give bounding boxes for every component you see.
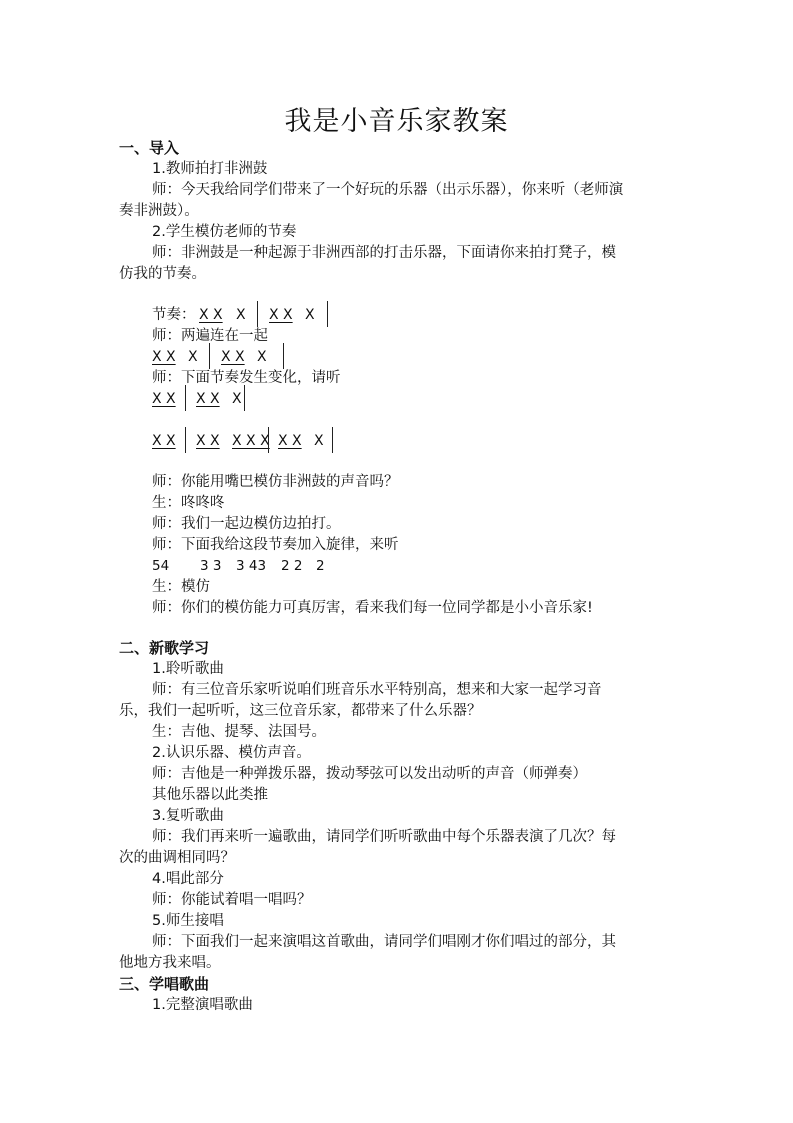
rhythm-note: X X bbox=[221, 349, 245, 365]
intro-text: 师：非洲鼓是一种起源于非洲西部的打击乐器，下面请你来拍打凳子，模 bbox=[152, 245, 616, 261]
intro-text: 生：咚咚咚 bbox=[152, 495, 225, 511]
song-step-5: 5.师生接唱 bbox=[152, 913, 224, 929]
bar-line bbox=[283, 343, 284, 369]
melody-note: 2 2 bbox=[281, 558, 303, 574]
song-text: 次的曲调相同吗？ bbox=[119, 850, 235, 866]
song-step-2: 2.认识乐器、模仿声音。 bbox=[152, 745, 311, 761]
melody-note: 3 3 bbox=[200, 558, 222, 574]
rhythm-note: X bbox=[314, 433, 324, 449]
bar-line bbox=[185, 385, 186, 411]
melody-note: 3 43 bbox=[236, 558, 267, 574]
rhythm-note: X X bbox=[196, 391, 220, 407]
intro-text: 师：今天我给同学们带来了一个好玩的乐器（出示乐器），你来听（老师演 bbox=[152, 182, 624, 198]
bar-line bbox=[209, 343, 210, 369]
intro-text: 生：模仿 bbox=[152, 579, 210, 595]
rhythm-note: X bbox=[188, 349, 198, 365]
intro-text: 师：我们一起边模仿边拍打。 bbox=[152, 516, 341, 532]
page-title: 我是小音乐家教案 bbox=[284, 106, 509, 137]
song-text: 乐，我们一起听听，这三位音乐家，都带来了什么乐器？ bbox=[119, 703, 482, 719]
song-text: 他地方我来唱。 bbox=[119, 955, 221, 971]
bar-line bbox=[185, 427, 186, 453]
song-step-4: 4.唱此部分 bbox=[152, 871, 224, 887]
song-text: 师：下面我们一起来演唱这首歌曲，请同学们唱刚才你们唱过的部分，其 bbox=[152, 934, 616, 950]
intro-text: 仿我的节奏。 bbox=[119, 266, 206, 282]
rhythm-note: X X X bbox=[232, 433, 270, 449]
intro-text: 师：下面节奏发生变化，请听 bbox=[152, 370, 341, 386]
intro-text: 奏非洲鼓）。 bbox=[119, 203, 199, 219]
bar-line bbox=[332, 427, 333, 453]
song-step-3: 3.复听歌曲 bbox=[152, 808, 224, 824]
rhythm-label: 节奏： bbox=[152, 307, 196, 323]
rhythm-note: X bbox=[305, 307, 315, 323]
song-text: 生：吉他、提琴、法国号。 bbox=[152, 724, 326, 740]
song-text: 师：我们再来听一遍歌曲，请同学们听听歌曲中每个乐器表演了几次？每 bbox=[152, 829, 616, 845]
section-heading-new-song: 二、新歌学习 bbox=[119, 639, 210, 657]
intro-text: 师：下面我给这段节奏加入旋律，来听 bbox=[152, 537, 399, 553]
rhythm-note: X X bbox=[199, 307, 223, 323]
intro-step-1: 1.教师拍打非洲鼓 bbox=[152, 161, 268, 177]
song-text: 师：你能试着唱一唱吗？ bbox=[152, 892, 312, 908]
song-text: 其他乐器以此类推 bbox=[152, 787, 268, 803]
intro-step-2: 2.学生模仿老师的节奏 bbox=[152, 224, 297, 240]
bar-line bbox=[244, 385, 245, 411]
rhythm-note: X X bbox=[269, 307, 293, 323]
rhythm-note: X bbox=[257, 349, 267, 365]
song-step-1: 1.聆听歌曲 bbox=[152, 661, 224, 677]
song-text: 师：吉他是一种弹拨乐器，拨动琴弦可以发出动听的声音（师弹奏） bbox=[152, 766, 587, 782]
rhythm-note: X X bbox=[152, 433, 176, 449]
intro-text: 师：两遍连在一起 bbox=[152, 328, 268, 344]
bar-line bbox=[268, 427, 269, 453]
section-heading-learn-song: 三、学唱歌曲 bbox=[119, 975, 210, 993]
intro-text: 师：你们的模仿能力可真厉害，看来我们每一位同学都是小小音乐家! bbox=[152, 600, 593, 616]
section-heading-intro: 一、导入 bbox=[119, 139, 180, 157]
melody-note: 2 bbox=[316, 558, 325, 574]
song-text: 师：有三位音乐家听说咱们班音乐水平特别高，想来和大家一起学习音 bbox=[152, 682, 602, 698]
rhythm-note: X X bbox=[278, 433, 302, 449]
rhythm-note: X bbox=[232, 391, 242, 407]
melody-note: 54 bbox=[152, 558, 170, 574]
rhythm-note: X X bbox=[196, 433, 220, 449]
rhythm-note: X bbox=[236, 307, 246, 323]
rhythm-note: X X bbox=[152, 349, 176, 365]
learn-step-1: 1.完整演唱歌曲 bbox=[152, 997, 253, 1013]
bar-line bbox=[327, 301, 328, 327]
bar-line bbox=[257, 301, 258, 327]
intro-text: 师：你能用嘴巴模仿非洲鼓的声音吗？ bbox=[152, 474, 399, 490]
rhythm-note: X X bbox=[152, 391, 176, 407]
